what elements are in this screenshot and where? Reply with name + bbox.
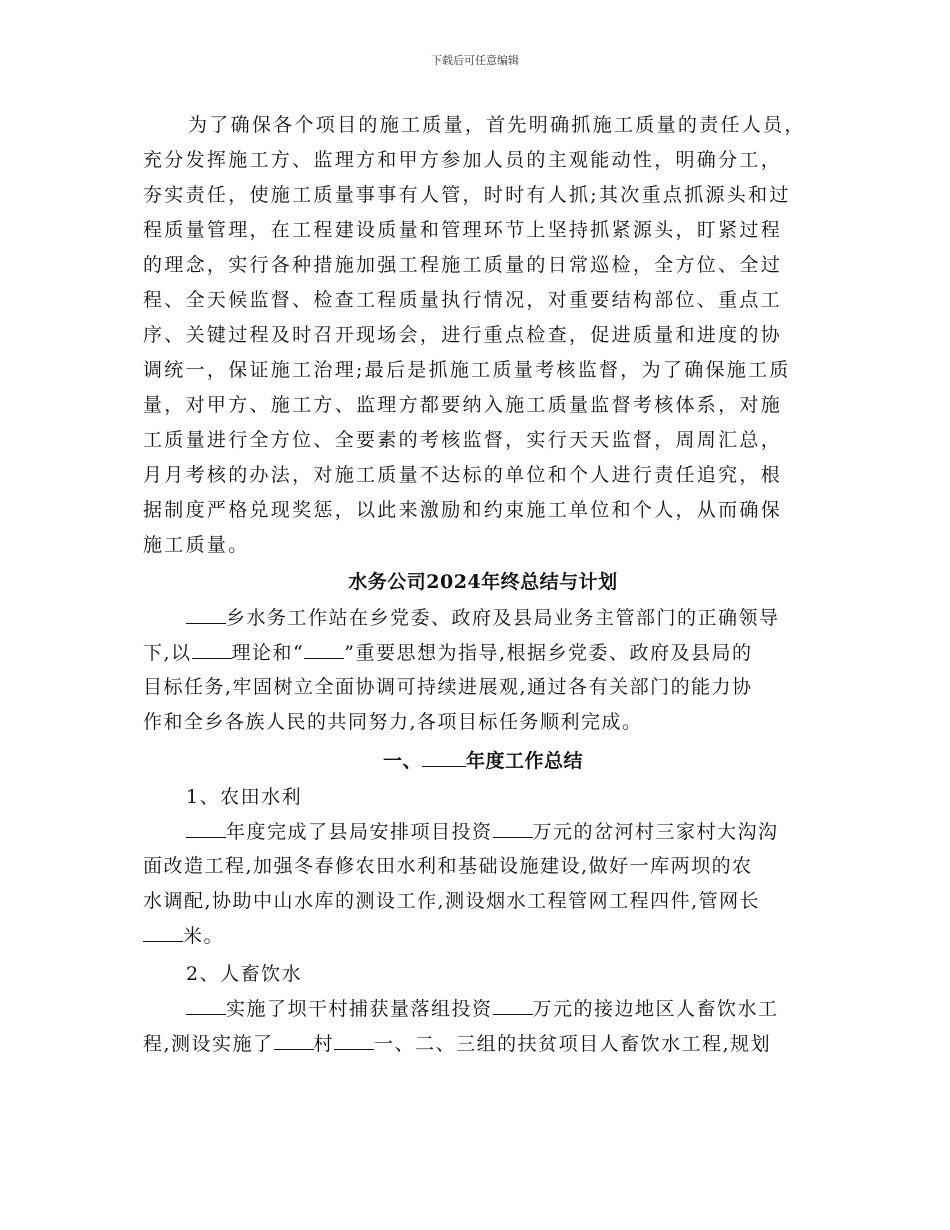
paragraph-quality	[143, 108, 823, 563]
blank-field	[192, 640, 232, 659]
document-title: 水务公司2024年终总结与计划	[348, 571, 618, 593]
text-segment: ”重要思想为指导,根据乡党委、政府及县局的	[344, 641, 753, 664]
text-line: 工质量进行全方位、全要素的考核监督，实行天天监督，周周汇总，	[143, 429, 783, 451]
blank-field	[274, 1031, 314, 1050]
text-line: 施工质量。	[143, 534, 250, 556]
text-segment: 程,测设实施了	[143, 1032, 274, 1055]
blank-field	[493, 996, 533, 1015]
text-line	[143, 815, 823, 850]
text-segment: 乡水务工作站在乡党委、政府及县局业务主管部门的正确领导	[226, 607, 780, 629]
text-segment: 理论和“	[231, 641, 305, 664]
text-line: 水调配,协助中山水库的测设工作,测设烟水工程管网工程四件,管网长	[143, 889, 761, 912]
text-segment: 村	[313, 1032, 335, 1055]
text-line: 程、全天候监督、检查工程质量执行情况，对重要结构部位、重点工	[143, 289, 783, 311]
text-line	[143, 919, 823, 954]
blank-field	[186, 605, 226, 624]
text-line: 程质量管理，在工程建设质量和管理环节上坚持抓紧源头，盯紧过程	[143, 219, 783, 241]
text-line	[143, 601, 823, 636]
blank-field	[334, 1031, 374, 1050]
text-line: 为了确保各个项目的施工质量，首先明确抓施工质量的责任人员，	[188, 114, 806, 136]
text-line: 调统一，保证施工治理;最后是抓施工质量考核监督，为了确保施工质	[143, 359, 791, 381]
blank-field	[304, 640, 344, 659]
text-line: 量，对甲方、施工方、监理方都要纳入施工质量监督考核体系，对施	[143, 394, 783, 416]
document-body	[143, 108, 823, 1061]
item-heading: 1、农田水利	[186, 785, 303, 808]
blank-field	[422, 748, 466, 767]
text-line: 夯实责任，使施工质量事事有人管，时时有人抓;其次重点抓源头和过	[143, 184, 791, 206]
text-line: 作和全乡各族人民的共同努力,各项目标任务顺利完成。	[143, 711, 643, 734]
item-farmland	[143, 780, 823, 954]
text-segment: 年度工作总结	[466, 749, 584, 772]
blank-field	[186, 996, 226, 1015]
text-segment: 年度完成了县局安排项目投资	[226, 820, 493, 843]
blank-field	[186, 819, 226, 838]
text-line	[143, 636, 823, 671]
text-line: 据制度严格兑现奖惩，以此来激励和约束施工单位和个人，从而确保	[143, 499, 783, 521]
text-line: 的理念，实行各种措施加强工程施工质量的日常巡检，全方位、全过	[143, 254, 783, 276]
paragraph-intro	[143, 601, 823, 740]
text-segment: 万元的岔河村三家村大沟沟	[532, 820, 779, 843]
text-line: 序、关键过程及时召开现场会，进行重点检查，促进质量和进度的协	[143, 324, 783, 346]
text-segment: 万元的接边地区人畜饮水工	[532, 998, 779, 1021]
text-segment: 实施了坝干村捕获量落组投资	[226, 998, 493, 1021]
text-segment: 下,以	[143, 641, 192, 664]
text-line: 充分发挥施工方、监理方和甲方参加人员的主观能动性，明确分工，	[143, 149, 783, 171]
text-segment: 一、二、三组的扶贫项目人畜饮水工程,规划	[374, 1032, 772, 1055]
blank-field	[493, 819, 533, 838]
page-header: 下载后可任意编辑	[431, 54, 519, 67]
text-line: 月月考核的办法，对施工质量不达标的单位和个人进行责任追究，根	[143, 464, 783, 486]
text-segment: 米。	[183, 924, 225, 947]
section-heading	[143, 742, 823, 780]
item-drinking-water	[143, 957, 823, 1061]
text-line	[143, 1027, 823, 1062]
blank-field	[143, 923, 183, 942]
text-line: 面改造工程,加强冬春修农田水利和基础设施建设,做好一库两坝的农	[143, 855, 753, 878]
item-heading: 2、人畜饮水	[186, 963, 303, 986]
text-segment: 一、	[382, 749, 422, 772]
text-line: 目标任务,牢固树立全面协调可持续进展观,通过各有关部门的能力协	[143, 676, 753, 699]
text-line	[143, 992, 823, 1027]
